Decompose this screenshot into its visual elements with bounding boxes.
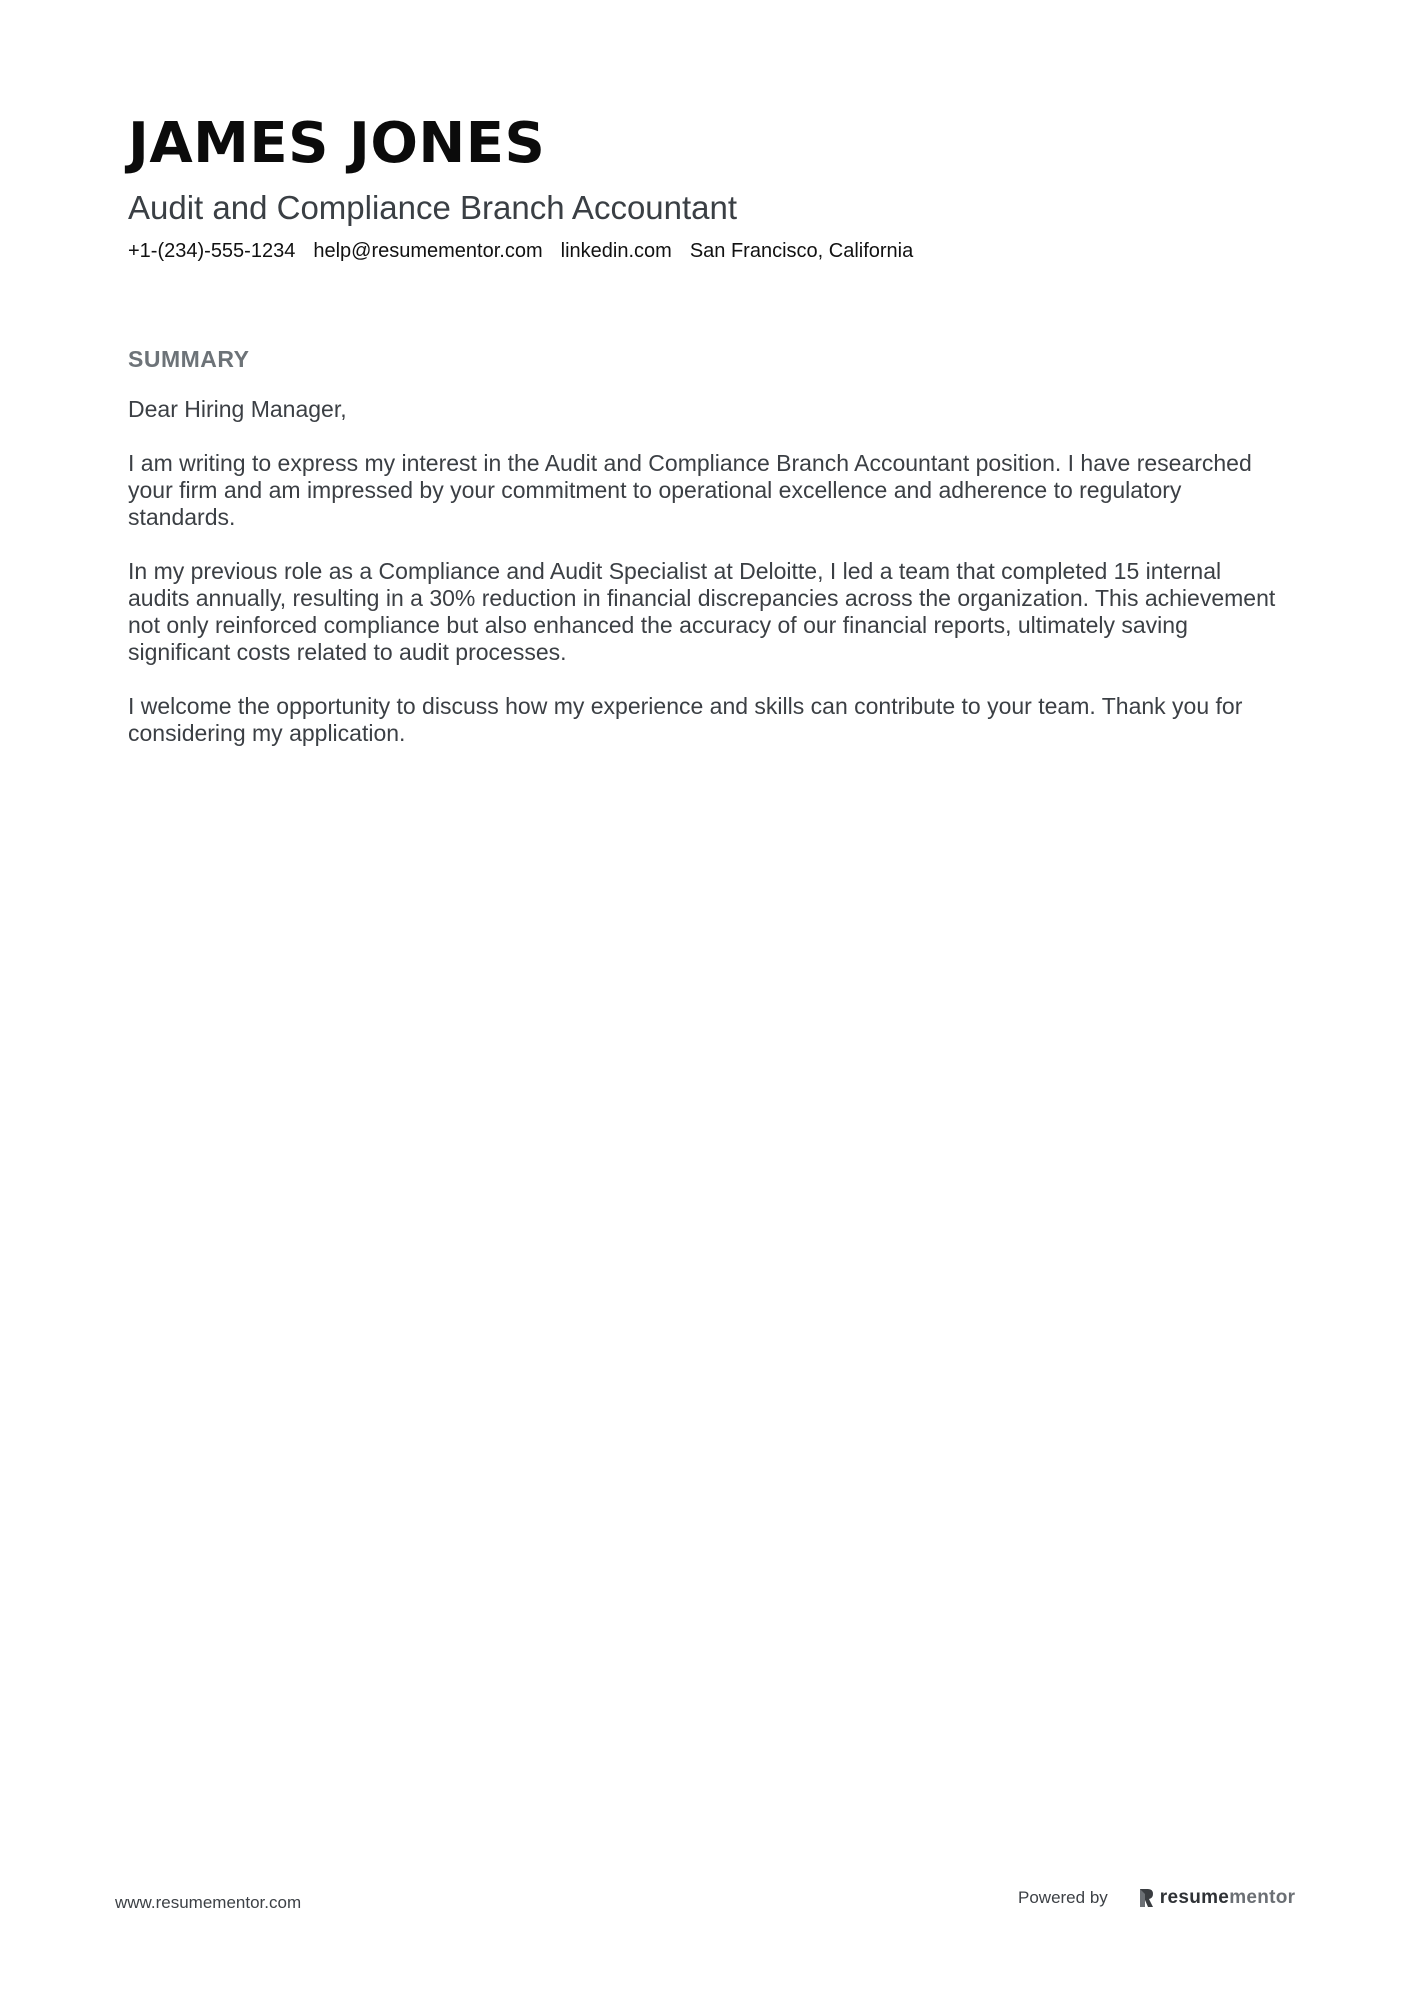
resumementor-logo-icon: [1138, 1888, 1154, 1908]
letter-paragraph: I welcome the opportunity to discuss how my experience and skills can contribute to your team. Thank you for considering my application.: [128, 693, 1243, 746]
job-title: Audit and Compliance Branch Accountant: [128, 189, 738, 226]
footer-branding: [1018, 1887, 1295, 1909]
contact-phone: +1-(234)-555-1234: [128, 240, 296, 262]
letter-paragraph: In my previous role as a Compliance and Audit Specialist at Deloitte, I led a team that completed 15 internal audits annually, resulting in a 30% reduction in financial discrepancies across the organization. This achievement not only reinforced compliance but also enhanced the accuracy of our financial reports, ultimately saving significant costs related to audit processes.: [128, 558, 1276, 665]
contact-email: help@resumementor.com: [313, 240, 543, 262]
letter-paragraph: I am writing to express my interest in the Audit and Compliance Branch Accountant position. I have researched your firm and am impressed by your commitment to operational excellence and adherence to regulatory standards.: [128, 450, 1252, 530]
contact-linkedin: linkedin.com: [560, 240, 672, 262]
contact-info: [128, 238, 1278, 264]
letter-salutation: Dear Hiring Manager,: [128, 396, 347, 422]
powered-by-label: Powered by: [1018, 1888, 1108, 1907]
section-heading-summary: SUMMARY: [128, 346, 250, 372]
cover-letter-body: [128, 396, 1278, 747]
summary-section: [128, 344, 1278, 774]
brand-wordmark-part1: resume: [1159, 1887, 1230, 1908]
brand-logo[interactable]: [1138, 1887, 1296, 1909]
resume-header: [128, 110, 1278, 264]
footer-website[interactable]: www.resumementor.com: [115, 1893, 302, 1912]
brand-wordmark-part2: mentor: [1229, 1887, 1296, 1908]
candidate-name: JAMES JONES: [128, 111, 546, 176]
brand-wordmark: [1160, 1887, 1296, 1909]
contact-location: San Francisco, California: [689, 240, 914, 262]
